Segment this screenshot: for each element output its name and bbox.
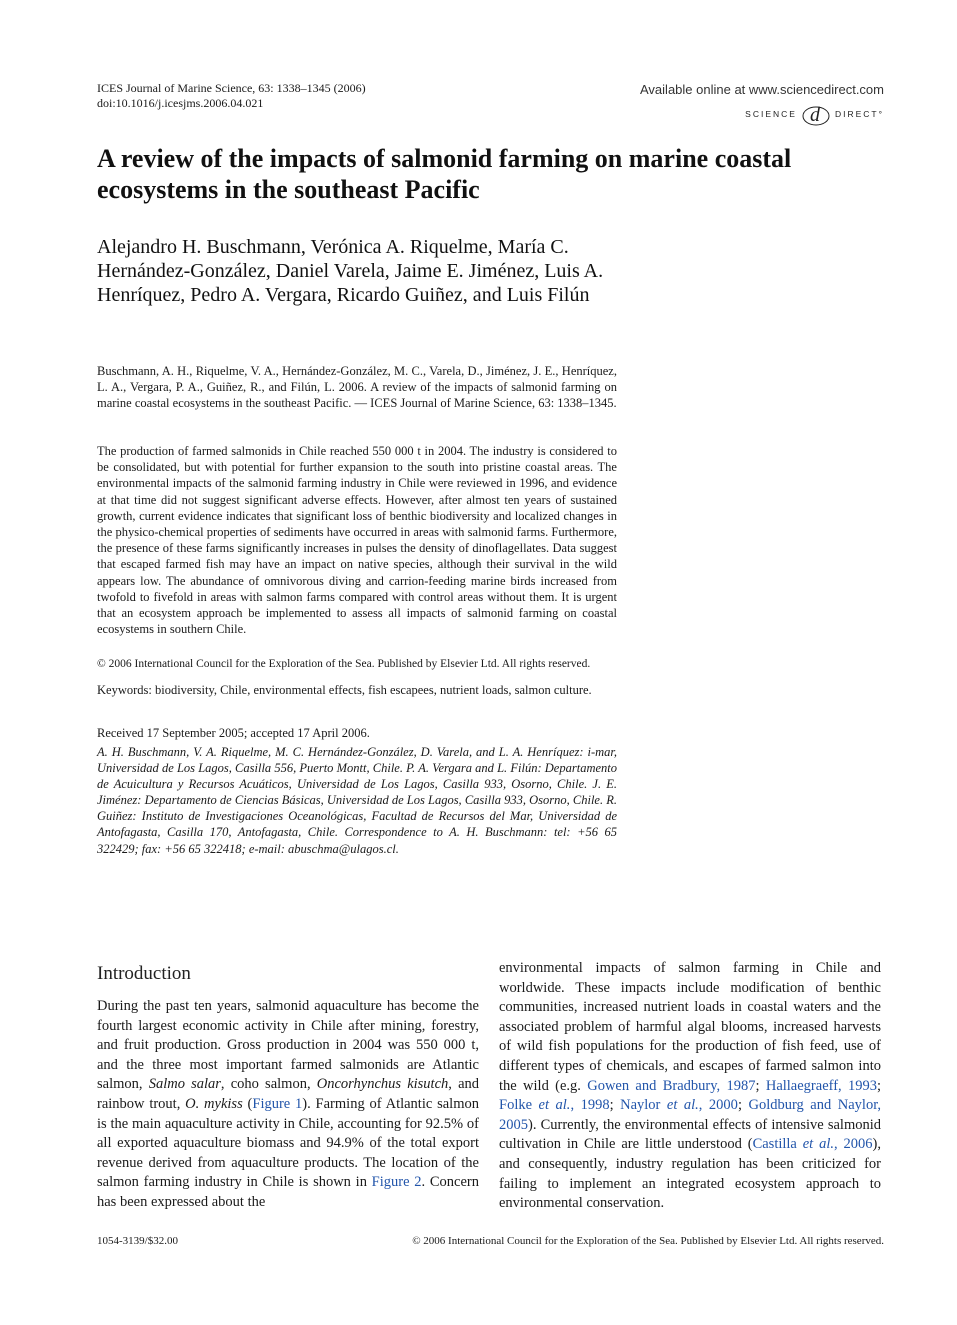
journal-info (97, 81, 366, 111)
reference-link[interactable]: et al. (802, 1136, 835, 1153)
available-online-link[interactable]: Available online at www.sciencedirect.com (640, 82, 884, 97)
reference-link[interactable]: , 2000 (698, 1097, 738, 1114)
reference-link[interactable]: , 2006 (834, 1136, 873, 1153)
italic-term: O. mykiss (185, 1095, 243, 1112)
text-run: ). Farming of Atlantic salmon is the main aquaculture activity in Chile, accounting for 92.5% of all exported aquaculture biomass and 94.9% of the total export revenue derived from aquaculture products. The location of the salmon farming industry in Chile is shown in (97, 1095, 479, 1191)
reference-link[interactable]: Castilla (752, 1136, 803, 1153)
reference-link[interactable]: Gowen and Bradbury, 1987 (587, 1077, 756, 1094)
text-run: , and rainbow trout, (97, 1076, 480, 1112)
affiliations-end: . (395, 841, 399, 856)
text-run: During the past ten years, salmonid aquaculture has become the fourth largest economic activity in Chile after mining, forestry, and fruit production. Gross production in 2004 was 550 000 t, and the three most important farmed salmonids are Atlantic salmon, (97, 998, 479, 1093)
text-run: ; (876, 1077, 882, 1094)
reference-link[interactable]: Figure 1 (252, 1095, 303, 1112)
reference-link[interactable]: et al. (666, 1097, 699, 1114)
article-title: A review of the impacts of salmonid farming on marine coastal ecosystems in the southeast Pacific (97, 144, 792, 204)
affiliations (97, 744, 617, 857)
doi-line: doi:10.1016/j.icesjms.2006.04.021 (97, 96, 264, 110)
body-column-right (499, 959, 881, 1214)
footer-copyright: © 2006 International Council for the Exploration of the Sea. Published by Elsevier Ltd. All rights reserved. (412, 1235, 884, 1247)
text-run: , coho salmon, (220, 1076, 317, 1093)
email-link[interactable]: abuschma@ulagos.cl (288, 841, 396, 856)
reference-link[interactable]: Goldburg and Naylor, 2005 (499, 1097, 882, 1133)
journal-citation-line: ICES Journal of Marine Science, 63: 1338–1345 (2006) (97, 81, 366, 95)
logo-left-text: SCIENCE (745, 109, 797, 119)
logo-right-text: DIRECT° (834, 109, 884, 119)
sciencedirect-banner (640, 82, 884, 127)
abstract: The production of farmed salmonids in Chile reached 550 000 t in 2004. The industry is considered to be consolidated, but with potential for further expansion to the south into pristine coastal areas. The environmental impacts of the salmonid farming industry in Chile were reviewed in 1996, and evidence at that time did not suggest significant adverse effects. However, after almost ten years of sustained growth, current evidence indicates that significant loss of benthic biodiversity and localized changes in the physico-chemical properties of sediments have occurred in areas with salmonid farms. Furthermore, the presence of these farms significantly increases in pulses the density of dinoflagellates. Data suggest that escaped farmed fish may have an impact on native species, although their survival in the wild appears low. The abundance of omnivorous diving and carrion-feeding marine birds increased from twofold to fivefold in areas with salmon farms compared with control areas without them. It is urgent that an ecosystem approach be implemented to assess all impacts of salmonid farming on coastal ecosystems in southern Chile. (97, 444, 617, 637)
reference-link[interactable]: Folke (499, 1097, 539, 1114)
issn-price: 1054-3139/$32.00 (97, 1235, 178, 1247)
svg-text:d: d (809, 104, 822, 126)
sciencedirect-logo (640, 101, 884, 127)
text-run: ; (737, 1097, 749, 1114)
reference-link[interactable]: , 1998 (570, 1097, 610, 1114)
reference-link[interactable]: Naylor (620, 1097, 667, 1114)
received-dates: Received 17 September 2005; accepted 17 April 2006. (97, 726, 370, 740)
italic-term: Salmo salar (148, 1076, 221, 1093)
reference-link[interactable]: Hallaegraeff, 1993 (765, 1077, 877, 1094)
sciencedirect-d-icon (801, 101, 831, 127)
text-run: ). Currently, the environmental effects of intensive salmonid cultivation in Chile are little understood ( (499, 1116, 881, 1153)
body-column-left (97, 997, 479, 1213)
text-run: . Concern has been expressed about the (97, 1174, 479, 1210)
italic-term: Oncorhynchus kisutch (316, 1076, 449, 1093)
section-heading-introduction: Introduction (97, 963, 191, 984)
citation-block: Buschmann, A. H., Riquelme, V. A., Hernández-González, M. C., Varela, D., Jiménez, J. E., Henríquez, L. A., Vergara, P. A., Guiñez, R., and Filún, L. 2006. A review of the impacts of salmonid farming on marine coastal ecosystems in the southeast Pacific. — ICES Journal of Marine Science, 63: 1338–1345. (97, 364, 617, 410)
reference-link[interactable]: Figure 2 (371, 1174, 422, 1191)
text-run: ( (242, 1095, 253, 1112)
text-run: ), and consequently, industry regulation has been criticized for failing to implement an integrated ecosystem approach to environmental conservation. (499, 1136, 881, 1212)
keywords: Keywords: biodiversity, Chile, environmental effects, fish escapees, nutrient loads, salmon culture. (97, 683, 592, 697)
text-run: ; (755, 1077, 766, 1094)
text-run: environmental impacts of salmon farming in Chile and worldwide. These impacts include modification of benthic communities, increased nutrient loads in coastal waters and the associated problem of harmful algal blooms, increased harvests of wild fish populations for the production of fish feed, use of different types of chemicals, and escapes of farmed salmon into the wild (e.g. (499, 960, 881, 1094)
reference-link[interactable]: et al. (538, 1097, 571, 1114)
copyright-notice: © 2006 International Council for the Exploration of the Sea. Published by Elsevier Ltd. All rights reserved. (97, 658, 591, 670)
text-run: ; (609, 1097, 621, 1114)
author-list: Alejandro H. Buschmann, Verónica A. Riquelme, María C. Hernández-González, Daniel Varela, Jaime E. Jiménez, Luis A. Henríquez, Pedro A. Vergara, Ricardo Guiñez, and Luis Filún (97, 236, 604, 306)
affiliations-text: A. H. Buschmann, V. A. Riquelme, M. C. Hernández-González, D. Varela, and L. A. Henríquez: i-mar, Universidad de Los Lagos, Casilla 556, Puerto Montt, Chile. P. A. Vergara and L. Filún: Departamento de Acuicultura y Recursos Acuáticos, Universidad de Los Lagos, Casilla 933, Osorno, Chile. J. E. Jiménez: Departamento de Ciencias Básicas, Universidad de Los Lagos, Casilla 933, Osorno, Chile. R. Guiñez: Instituto de Investigaciones Oceanológicas, Facultad de Recursos del Mar, Universidad de Antofagasta, Casilla 170, Antofagasta, Chile. Correspondence to A. H. Buschmann: tel: +56 65 322429; fax: +56 65 322418; e-mail: (97, 745, 617, 856)
